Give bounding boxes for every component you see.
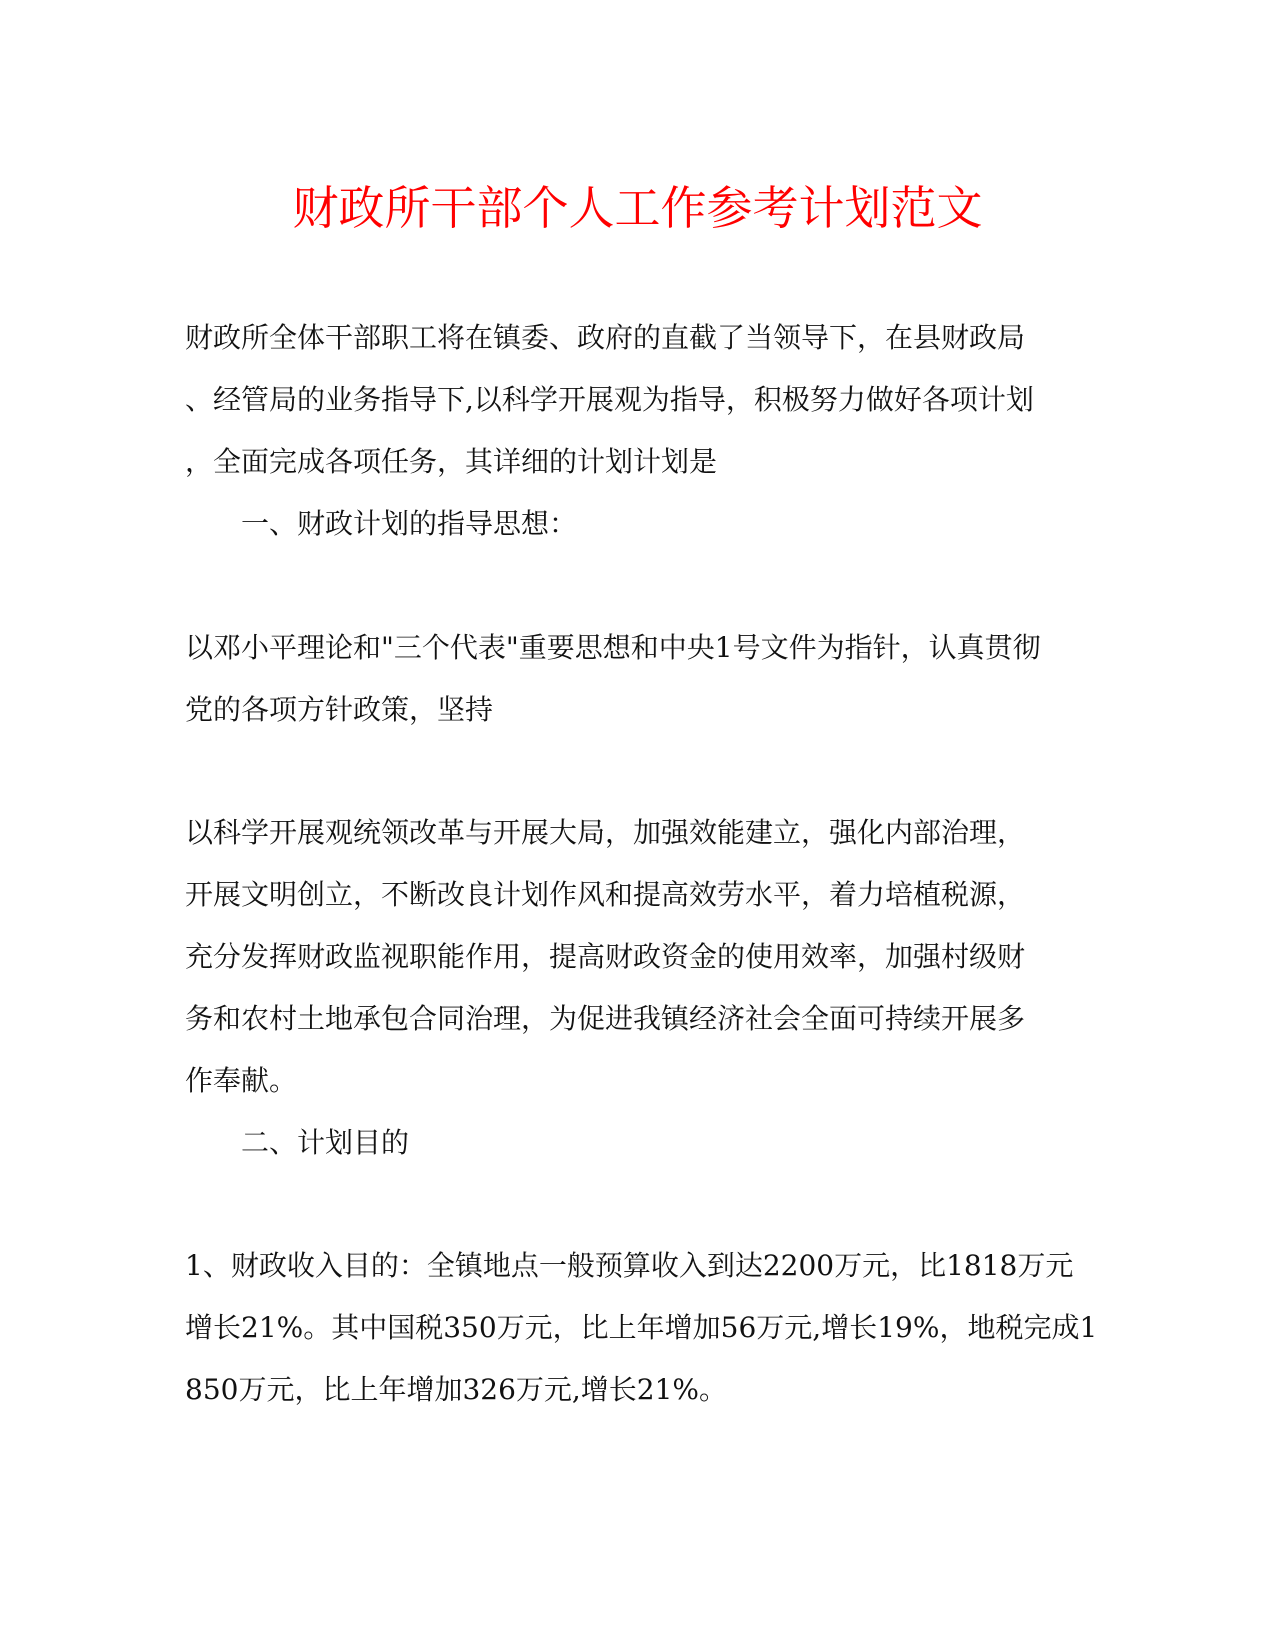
paragraph-line: 开展文明创立，不断改良计划作风和提高效劳水平，着力培植税源，	[185, 878, 1026, 911]
paragraph-line: 增长21%。其中国税350万元，比上年增加56万元,增长19%，地税完成1	[185, 1311, 1098, 1344]
paragraph-line: 作奉献。	[185, 1064, 298, 1097]
document-title: 财政所干部个人工作参考计划范文	[292, 181, 983, 235]
paragraph-line: 、经管局的业务指导下,以科学开展观为指导，积极努力做好各项计划	[185, 383, 1034, 416]
section-heading: 一、财政计划的指导思想：	[241, 507, 578, 540]
section-heading: 二、计划目的	[241, 1126, 410, 1159]
paragraph-line: 以科学开展观统领改革与开展大局，加强效能建立，强化内部治理，	[185, 816, 1026, 849]
paragraph-line: 850万元，比上年增加326万元,增长21%。	[185, 1373, 728, 1406]
paragraph-line: 务和农村土地承包合同治理，为促进我镇经济社会全面可持续开展多	[185, 1002, 1026, 1035]
paragraph-line: 充分发挥财政监视职能作用，提高财政资金的使用效率，加强村级财	[185, 940, 1026, 973]
paragraph-line: 党的各项方针政策，坚持	[185, 693, 494, 726]
paragraph-line: ，全面完成各项任务，其详细的计划计划是	[185, 445, 718, 478]
paragraph-line: 以邓小平理论和"三个代表"重要思想和中央1号文件为指针，认真贯彻	[185, 631, 1041, 664]
paragraph-line: 1、财政收入目的：全镇地点一般预算收入到达2200万元，比1818万元	[185, 1249, 1074, 1282]
paragraph-line: 财政所全体干部职工将在镇委、政府的直截了当领导下，在县财政局	[185, 321, 1026, 354]
